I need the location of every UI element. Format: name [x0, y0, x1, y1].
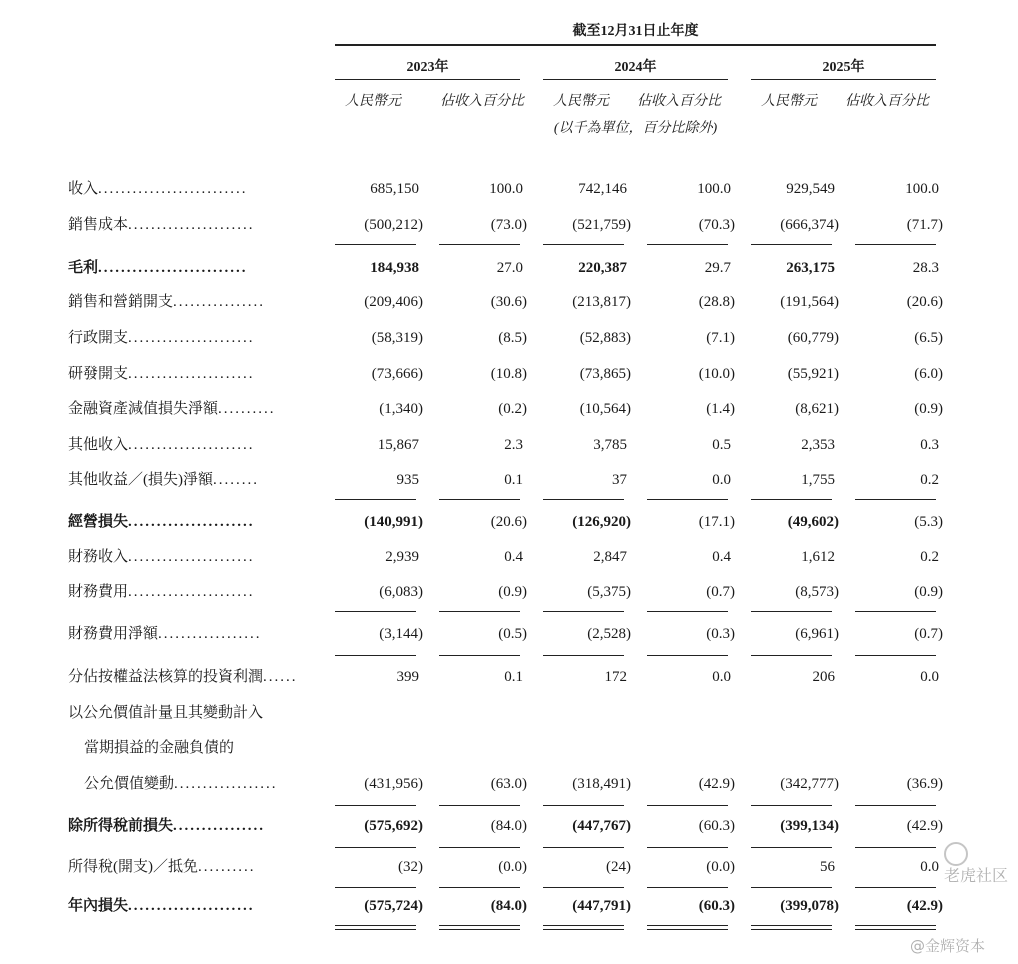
pct-value-cell: (0.5) [498, 626, 527, 642]
rmb-value-cell: (399,134) [780, 818, 839, 834]
subtotal-underline [855, 611, 936, 612]
pct-value-cell: (0.0) [498, 859, 527, 875]
row-label-text: 公允價值變動 [84, 776, 175, 792]
subtotal-underline [543, 805, 624, 806]
subtotal-underline [855, 887, 936, 888]
pct-value-cell: (63.0) [490, 776, 527, 792]
rmb-value-cell: (6,961) [795, 626, 839, 642]
rmb-value-cell: (5,375) [587, 584, 631, 600]
pct-value-cell: (42.9) [906, 898, 943, 914]
dot-leader: .......................... [98, 260, 248, 276]
watermark-account: @金辉资本 [910, 937, 986, 955]
rmb-value-cell: (73,865) [579, 366, 631, 382]
subtotal-underline [543, 611, 624, 612]
dot-leader: ...................... [128, 217, 255, 233]
pct-value-cell: (0.0) [706, 859, 735, 875]
pct-value-cell: 100.0 [905, 181, 939, 197]
subtotal-underline [855, 499, 936, 500]
rmb-value-cell: 220,387 [578, 260, 627, 276]
sub-header-rmb: 人民幣元 [761, 94, 817, 109]
row-label-text: 銷售成本 [68, 217, 129, 233]
subtotal-underline [751, 244, 832, 245]
rmb-value-cell: 37 [612, 472, 627, 488]
row-label [68, 292, 308, 312]
row-label [68, 215, 308, 235]
row-label-text: 分佔按權益法核算的投資利潤 [68, 669, 264, 685]
double-underline [335, 925, 416, 926]
row-label-text: 其他收入 [68, 437, 129, 453]
pct-value-cell: (70.3) [698, 217, 735, 233]
row-label-text: 年內損失 [68, 898, 129, 914]
rmb-value-cell: 935 [396, 472, 419, 488]
rmb-value-cell: (52,883) [579, 330, 631, 346]
subtotal-underline [335, 847, 416, 848]
rmb-value-cell: (666,374) [780, 217, 839, 233]
pct-value-cell: 0.1 [504, 669, 523, 685]
period-title: 截至12月31日止年度 [572, 24, 699, 39]
sub-header-rmb: 人民幣元 [345, 94, 401, 109]
subtotal-underline [335, 244, 416, 245]
rmb-value-cell: 1,612 [801, 549, 835, 565]
double-underline [439, 929, 520, 930]
row-label [68, 624, 308, 644]
row-label [68, 547, 308, 567]
dot-leader: ................ [173, 294, 266, 310]
dot-leader: ...................... [128, 366, 255, 382]
pct-value-cell: (8.5) [498, 330, 527, 346]
pct-value-cell: (0.7) [914, 626, 943, 642]
dot-leader: ...................... [128, 514, 255, 530]
pct-value-cell: (60.3) [698, 818, 735, 834]
row-label-text: 財務收入 [68, 549, 129, 565]
double-underline [543, 925, 624, 926]
year-header-2023: 2023年 [406, 60, 449, 75]
dot-leader: .................. [158, 626, 262, 642]
subtotal-underline [439, 244, 520, 245]
row-label-text: 所得稅(開支)／抵免 [68, 859, 198, 875]
rmb-value-cell: (3,144) [379, 626, 423, 642]
rmb-value-cell: (209,406) [364, 294, 423, 310]
rmb-value-cell: 172 [604, 669, 627, 685]
year-rule-2023 [335, 79, 520, 80]
subtotal-underline [751, 655, 832, 656]
pct-value-cell: 0.0 [712, 472, 731, 488]
rmb-value-cell: 206 [812, 669, 835, 685]
double-underline [855, 925, 936, 926]
row-label [68, 364, 308, 384]
subtotal-underline [855, 244, 936, 245]
row-label-text: 毛利 [68, 260, 99, 276]
sub-header-rmb: 人民幣元 [553, 94, 609, 109]
rmb-value-cell: 184,938 [370, 260, 419, 276]
subtotal-underline [647, 499, 728, 500]
pct-value-cell: (6.0) [914, 366, 943, 382]
pct-value-cell: (1.4) [706, 401, 735, 417]
dot-leader: ........ [213, 472, 259, 488]
row-label [68, 435, 308, 455]
pct-value-cell: 0.3 [920, 437, 939, 453]
pct-value-cell: (0.9) [914, 584, 943, 600]
sub-header-pct: 佔收入百分比 [637, 94, 721, 109]
row-label [84, 774, 324, 794]
pct-value-cell: (17.1) [698, 514, 735, 530]
dot-leader: ...................... [128, 549, 255, 565]
pct-value-cell: (0.2) [498, 401, 527, 417]
pct-value-cell: 0.4 [504, 549, 523, 565]
pct-value-cell: (84.0) [490, 818, 527, 834]
rmb-value-cell: 2,353 [801, 437, 835, 453]
double-underline [855, 929, 936, 930]
row-label-text: 財務費用 [68, 584, 129, 600]
subtotal-underline [543, 655, 624, 656]
row-label [68, 703, 308, 723]
double-underline [751, 929, 832, 930]
rmb-value-cell: 1,755 [801, 472, 835, 488]
subtotal-underline [439, 499, 520, 500]
rmb-value-cell: 929,549 [786, 181, 835, 197]
rmb-value-cell: (318,491) [572, 776, 631, 792]
watermark-logo-icon [944, 842, 968, 866]
pct-value-cell: (0.9) [498, 584, 527, 600]
pct-value-cell: (36.9) [906, 776, 943, 792]
double-underline [335, 929, 416, 930]
rmb-value-cell: (140,991) [364, 514, 423, 530]
pct-value-cell: (71.7) [906, 217, 943, 233]
subtotal-underline [335, 887, 416, 888]
rmb-value-cell: (24) [606, 859, 631, 875]
dot-leader: .......... [218, 401, 276, 417]
pct-value-cell: 0.0 [712, 669, 731, 685]
row-label [68, 582, 308, 602]
pct-value-cell: 0.4 [712, 549, 731, 565]
rmb-value-cell: (191,564) [780, 294, 839, 310]
row-label [84, 738, 324, 758]
subtotal-underline [855, 847, 936, 848]
rmb-value-cell: (1,340) [379, 401, 423, 417]
rmb-value-cell: 685,150 [370, 181, 419, 197]
subtotal-underline [855, 655, 936, 656]
year-header-2025: 2025年 [822, 60, 865, 75]
pct-value-cell: 29.7 [704, 260, 731, 276]
subtotal-underline [439, 655, 520, 656]
row-label [68, 399, 308, 419]
pct-value-cell: (0.7) [706, 584, 735, 600]
rmb-value-cell: (575,692) [364, 818, 423, 834]
sub-header-pct: 佔收入百分比 [845, 94, 929, 109]
rmb-value-cell: 399 [396, 669, 419, 685]
row-label-text: 銷售和營銷開支 [68, 294, 174, 310]
row-label [68, 667, 308, 687]
subtotal-underline [543, 847, 624, 848]
rmb-value-cell: (55,921) [787, 366, 839, 382]
row-label [68, 816, 308, 836]
subtotal-underline [751, 499, 832, 500]
dot-leader: ...................... [128, 330, 255, 346]
pct-value-cell: 27.0 [496, 260, 523, 276]
rmb-value-cell: 3,785 [593, 437, 627, 453]
rmb-value-cell: (32) [398, 859, 423, 875]
subtotal-underline [751, 805, 832, 806]
pct-value-cell: (10.8) [490, 366, 527, 382]
sub-header-pct: 佔收入百分比 [440, 94, 524, 109]
double-underline [439, 925, 520, 926]
subtotal-underline [647, 847, 728, 848]
pct-value-cell: (20.6) [906, 294, 943, 310]
pct-value-cell: 100.0 [489, 181, 523, 197]
subtotal-underline [335, 805, 416, 806]
double-underline [647, 925, 728, 926]
dot-leader: .......................... [98, 181, 248, 197]
row-label [68, 179, 308, 199]
row-label-text: 研發開支 [68, 366, 129, 382]
double-underline [543, 929, 624, 930]
rmb-value-cell: (49,602) [787, 514, 839, 530]
subtotal-underline [647, 887, 728, 888]
rmb-value-cell: 742,146 [578, 181, 627, 197]
dot-leader: .................. [174, 776, 278, 792]
pct-value-cell: (0.9) [914, 401, 943, 417]
rmb-value-cell: (342,777) [780, 776, 839, 792]
pct-value-cell: (42.9) [698, 776, 735, 792]
dot-leader: ...... [263, 669, 298, 685]
rmb-value-cell: 2,939 [385, 549, 419, 565]
row-label-text: 當期損益的金融負債的 [84, 740, 235, 756]
pct-value-cell: (10.0) [698, 366, 735, 382]
pct-value-cell: (5.3) [914, 514, 943, 530]
pct-value-cell: (84.0) [490, 898, 527, 914]
rmb-value-cell: (58,319) [371, 330, 423, 346]
double-underline [751, 925, 832, 926]
subtotal-underline [439, 611, 520, 612]
row-label-text: 收入 [68, 181, 99, 197]
rmb-value-cell: 56 [820, 859, 835, 875]
rmb-value-cell: (399,078) [780, 898, 839, 914]
pct-value-cell: (73.0) [490, 217, 527, 233]
subtotal-underline [647, 655, 728, 656]
pct-value-cell: 0.2 [920, 549, 939, 565]
pct-value-cell: 0.0 [920, 859, 939, 875]
dot-leader: ...................... [128, 584, 255, 600]
watermark-brand: 老虎社区 [944, 866, 1009, 885]
pct-value-cell: 2.3 [504, 437, 523, 453]
pct-value-cell: (60.3) [698, 898, 735, 914]
unit-note: (以千為單位，百分比除外) [553, 121, 718, 136]
rmb-value-cell: (8,621) [795, 401, 839, 417]
subtotal-underline [751, 847, 832, 848]
rmb-value-cell: (213,817) [572, 294, 631, 310]
rmb-value-cell: (447,767) [572, 818, 631, 834]
rmb-value-cell: (10,564) [579, 401, 631, 417]
subtotal-underline [855, 805, 936, 806]
pct-value-cell: 0.2 [920, 472, 939, 488]
rmb-value-cell: (60,779) [787, 330, 839, 346]
rmb-value-cell: 15,867 [377, 437, 419, 453]
pct-value-cell: (30.6) [490, 294, 527, 310]
rmb-value-cell: (8,573) [795, 584, 839, 600]
subtotal-underline [335, 655, 416, 656]
subtotal-underline [439, 887, 520, 888]
row-label-text: 其他收益／(損失)淨額 [68, 472, 213, 488]
subtotal-underline [543, 499, 624, 500]
subtotal-underline [335, 499, 416, 500]
subtotal-underline [543, 244, 624, 245]
double-underline [647, 929, 728, 930]
rmb-value-cell: (447,791) [572, 898, 631, 914]
pct-value-cell: 0.0 [920, 669, 939, 685]
pct-value-cell: (42.9) [906, 818, 943, 834]
year-rule-2025 [751, 79, 936, 80]
pct-value-cell: (0.3) [706, 626, 735, 642]
pct-value-cell: 0.1 [504, 472, 523, 488]
pct-value-cell: (20.6) [490, 514, 527, 530]
rmb-value-cell: (521,759) [572, 217, 631, 233]
pct-value-cell: 100.0 [697, 181, 731, 197]
row-label [68, 896, 308, 916]
row-label-text: 除所得稅前損失 [68, 818, 174, 834]
pct-value-cell: (28.8) [698, 294, 735, 310]
header-top-rule [335, 44, 936, 46]
rmb-value-cell: (6,083) [379, 584, 423, 600]
subtotal-underline [647, 805, 728, 806]
dot-leader: ................ [173, 818, 266, 834]
rmb-value-cell: (126,920) [572, 514, 631, 530]
subtotal-underline [647, 244, 728, 245]
subtotal-underline [543, 887, 624, 888]
dot-leader: ...................... [128, 898, 255, 914]
dot-leader: ...................... [128, 437, 255, 453]
year-header-2024: 2024年 [614, 60, 657, 75]
row-label [68, 857, 308, 877]
pct-value-cell: (7.1) [706, 330, 735, 346]
rmb-value-cell: 2,847 [593, 549, 627, 565]
pct-value-cell: 28.3 [912, 260, 939, 276]
rmb-value-cell: 263,175 [786, 260, 835, 276]
rmb-value-cell: (2,528) [587, 626, 631, 642]
rmb-value-cell: (431,956) [364, 776, 423, 792]
subtotal-underline [439, 847, 520, 848]
dot-leader: .......... [198, 859, 256, 875]
row-label-text: 經營損失 [68, 514, 129, 530]
subtotal-underline [647, 611, 728, 612]
rmb-value-cell: (73,666) [371, 366, 423, 382]
pct-value-cell: 0.5 [712, 437, 731, 453]
pct-value-cell: (6.5) [914, 330, 943, 346]
rmb-value-cell: (575,724) [364, 898, 423, 914]
row-label-text: 以公允價值計量且其變動計入 [68, 705, 264, 721]
row-label-text: 行政開支 [68, 330, 129, 346]
subtotal-underline [751, 887, 832, 888]
row-label-text: 金融資產減值損失淨額 [68, 401, 219, 417]
row-label [68, 470, 308, 490]
subtotal-underline [335, 611, 416, 612]
row-label [68, 512, 308, 532]
rmb-value-cell: (500,212) [364, 217, 423, 233]
subtotal-underline [751, 611, 832, 612]
row-label [68, 328, 308, 348]
row-label-text: 財務費用淨額 [68, 626, 159, 642]
row-label [68, 258, 308, 278]
subtotal-underline [439, 805, 520, 806]
year-rule-2024 [543, 79, 728, 80]
